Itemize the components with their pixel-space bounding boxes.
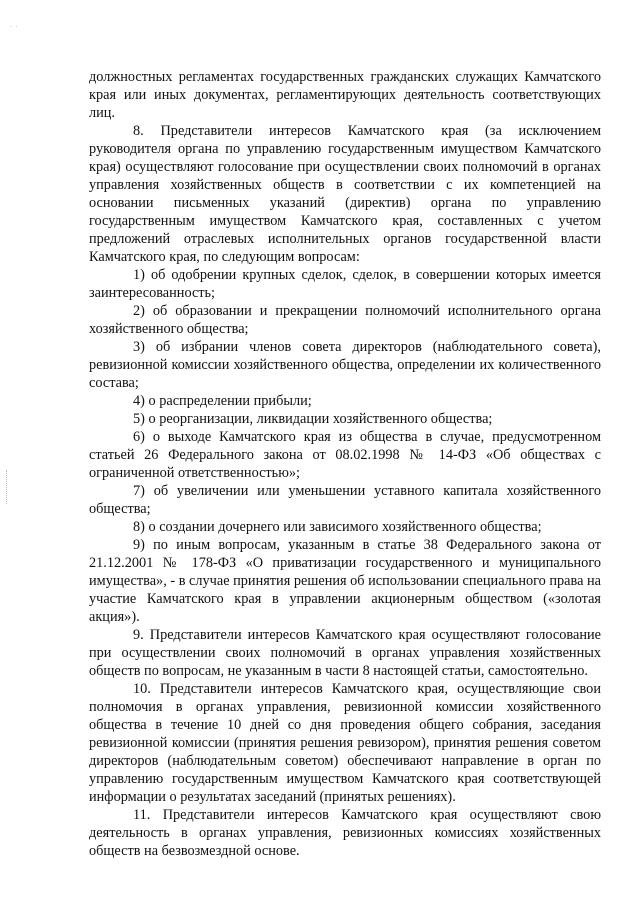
paragraph-continuation: должностных регламентах государственных гражданских служащих Камчатского края или иных документах, регламентирующих деятельность соответствующих лиц. bbox=[89, 69, 601, 121]
document-page bbox=[89, 68, 601, 860]
list-item-6: 6) о выходе Камчатского края из общества в случае, предусмотренном статьей 26 Федерального закона от 08.02.1998 № 14-ФЗ «Об обществах с ограниченной ответственностью»; bbox=[89, 429, 601, 481]
paragraph-11: 11. Представители интересов Камчатского края осуществляют свою деятельность в органах управления, ревизионных комиссиях хозяйственных обществ на безвозмездной основе. bbox=[89, 807, 601, 859]
list-item-1: 1) об одобрении крупных сделок, сделок, в совершении которых имеется заинтересованность; bbox=[89, 267, 601, 301]
list-item-4: 4) о распределении прибыли; bbox=[133, 393, 312, 409]
paragraph-9: 9. Представители интересов Камчатского края осуществляют голосование при осуществлении своих полномочий в органах управления хозяйственных обществ по вопросам, не указанным в части 8 настоящей статьи, самостоятельно. bbox=[89, 627, 601, 679]
list-item-5: 5) о реорганизации, ликвидации хозяйственного общества; bbox=[133, 411, 493, 427]
list-item-3: 3) об избрании членов совета директоров (наблюдательного совета), ревизионной комиссии хозяйственного общества, определении их количественного состава; bbox=[89, 339, 601, 391]
paragraph-10: 10. Представители интересов Камчатского края, осуществляющие свои полномочия в органах управления, ревизионной комиссии хозяйственного общества в течение 10 дней со дня проведения общего собрания, заседания ревизионной комиссии (принятия решения ревизором), принятия решения советом директоров (наблюдательным советом) обеспечивают направление в орган по управлению государственным имуществом Камчатского края соответствующей информации о результатах заседаний (принятых решениях). bbox=[89, 681, 601, 805]
list-item-7: 7) об увеличении или уменьшении уставного капитала хозяйственного общества; bbox=[89, 483, 601, 517]
paragraph-8: 8. Представители интересов Камчатского края (за исключением руководителя органа по управлению государственным имуществом Камчатского края) осуществляют голосование при осуществлении своих полномочий в органах управления хозяйственных обществ в соответствии с их компетенцией на основании письменных указаний (директив) органа по управлению государственным имуществом Камчатского края, составленных с учетом предложений отраслевых исполнительных органов государственной власти Камчатского края, по следующим вопросам: bbox=[89, 123, 601, 265]
scan-corner-mark: · · bbox=[10, 24, 18, 31]
list-item-8: 8) о создании дочернего или зависимого хозяйственного общества; bbox=[133, 519, 542, 535]
list-item-9: 9) по иным вопросам, указанным в статье 38 Федерального закона от 21.12.2001 № 178-ФЗ «О приватизации государственного и муниципального имущества», - в случае принятия решения об использовании специального права на участие Камчатского края в управлении акционерным обществом («золотая акция»). bbox=[89, 537, 601, 625]
list-item-2: 2) об образовании и прекращении полномочий исполнительного органа хозяйственного общества; bbox=[89, 303, 601, 337]
scan-margin-mark bbox=[6, 470, 10, 504]
